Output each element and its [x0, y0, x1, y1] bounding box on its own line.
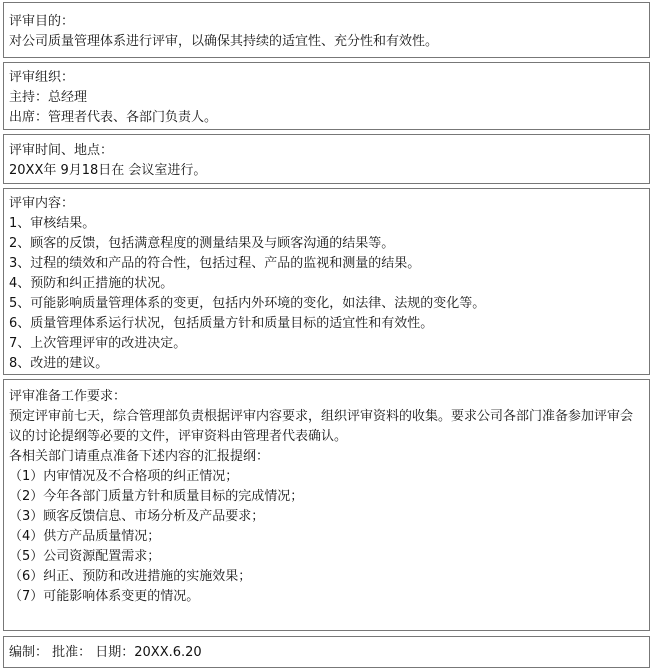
- content-item: 1、审核结果。: [9, 216, 96, 231]
- signature-footer: [3, 636, 650, 668]
- time-place-text: 20XX年 9月18日在 会议室进行。: [9, 163, 207, 178]
- preparation-intro: 各相关部门请重点准备下述内容的汇报提纲：: [9, 449, 270, 464]
- content-heading: 评审内容：: [9, 196, 75, 211]
- preparation-item: （5）公司资源配置需求；: [9, 549, 161, 564]
- purpose-heading: 评审目的：: [9, 14, 75, 29]
- time-place-heading: 评审时间、地点：: [9, 143, 114, 158]
- preparation-heading: 评审准备工作要求：: [9, 389, 127, 404]
- content-item: 6、质量管理体系运行状况，包括质量方针和质量目标的适宜性和有效性。: [9, 316, 434, 331]
- preparation-item: （4）供方产品质量情况；: [9, 529, 161, 544]
- organization-attendees: 出席：管理者代表、各部门负责人。: [9, 110, 218, 125]
- preparation-section: [3, 379, 650, 631]
- preparation-item: （7）可能影响体系变更的情况。: [9, 589, 200, 604]
- organization-heading: 评审组织：: [9, 70, 75, 85]
- content-item: 8、改进的建议。: [9, 356, 109, 371]
- organization-host: 主持：总经理: [9, 90, 88, 105]
- preparation-paragraph: 预定评审前七天，综合管理部负责根据评审内容要求，组织评审资料的收集。要求公司各部门准备参加评审会议的讨论提纲等必要的文件，评审资料由管理者代表确认。: [9, 409, 634, 444]
- footer-text: 编制： 批准： 日期：20XX.6.20: [9, 645, 202, 660]
- preparation-item: （6）纠正、预防和改进措施的实施效果；: [9, 569, 252, 584]
- purpose-section: [3, 2, 650, 58]
- content-item: 4、预防和纠正措施的状况。: [9, 276, 174, 291]
- content-item: 5、可能影响质量管理体系的变更，包括内外环境的变化，如法律、法规的变化等。: [9, 296, 486, 311]
- content-item: 3、过程的绩效和产品的符合性，包括过程、产品的监视和测量的结果。: [9, 256, 421, 271]
- content-item: 2、顾客的反馈，包括满意程度的测量结果及与顾客沟通的结果等。: [9, 236, 395, 251]
- purpose-text: 对公司质量管理体系进行评审，以确保其持续的适宜性、充分性和有效性。: [9, 34, 439, 49]
- preparation-item: （2）今年各部门质量方针和质量目标的完成情况；: [9, 489, 304, 504]
- content-section: [3, 188, 650, 375]
- content-item: 7、上次管理评审的改进决定。: [9, 336, 187, 351]
- preparation-item: （1）内审情况及不合格项的纠正情况；: [9, 469, 239, 484]
- organization-section: [3, 62, 650, 130]
- time-place-section: [3, 134, 650, 184]
- preparation-item: （3）顾客反馈信息、市场分析及产品要求；: [9, 509, 265, 524]
